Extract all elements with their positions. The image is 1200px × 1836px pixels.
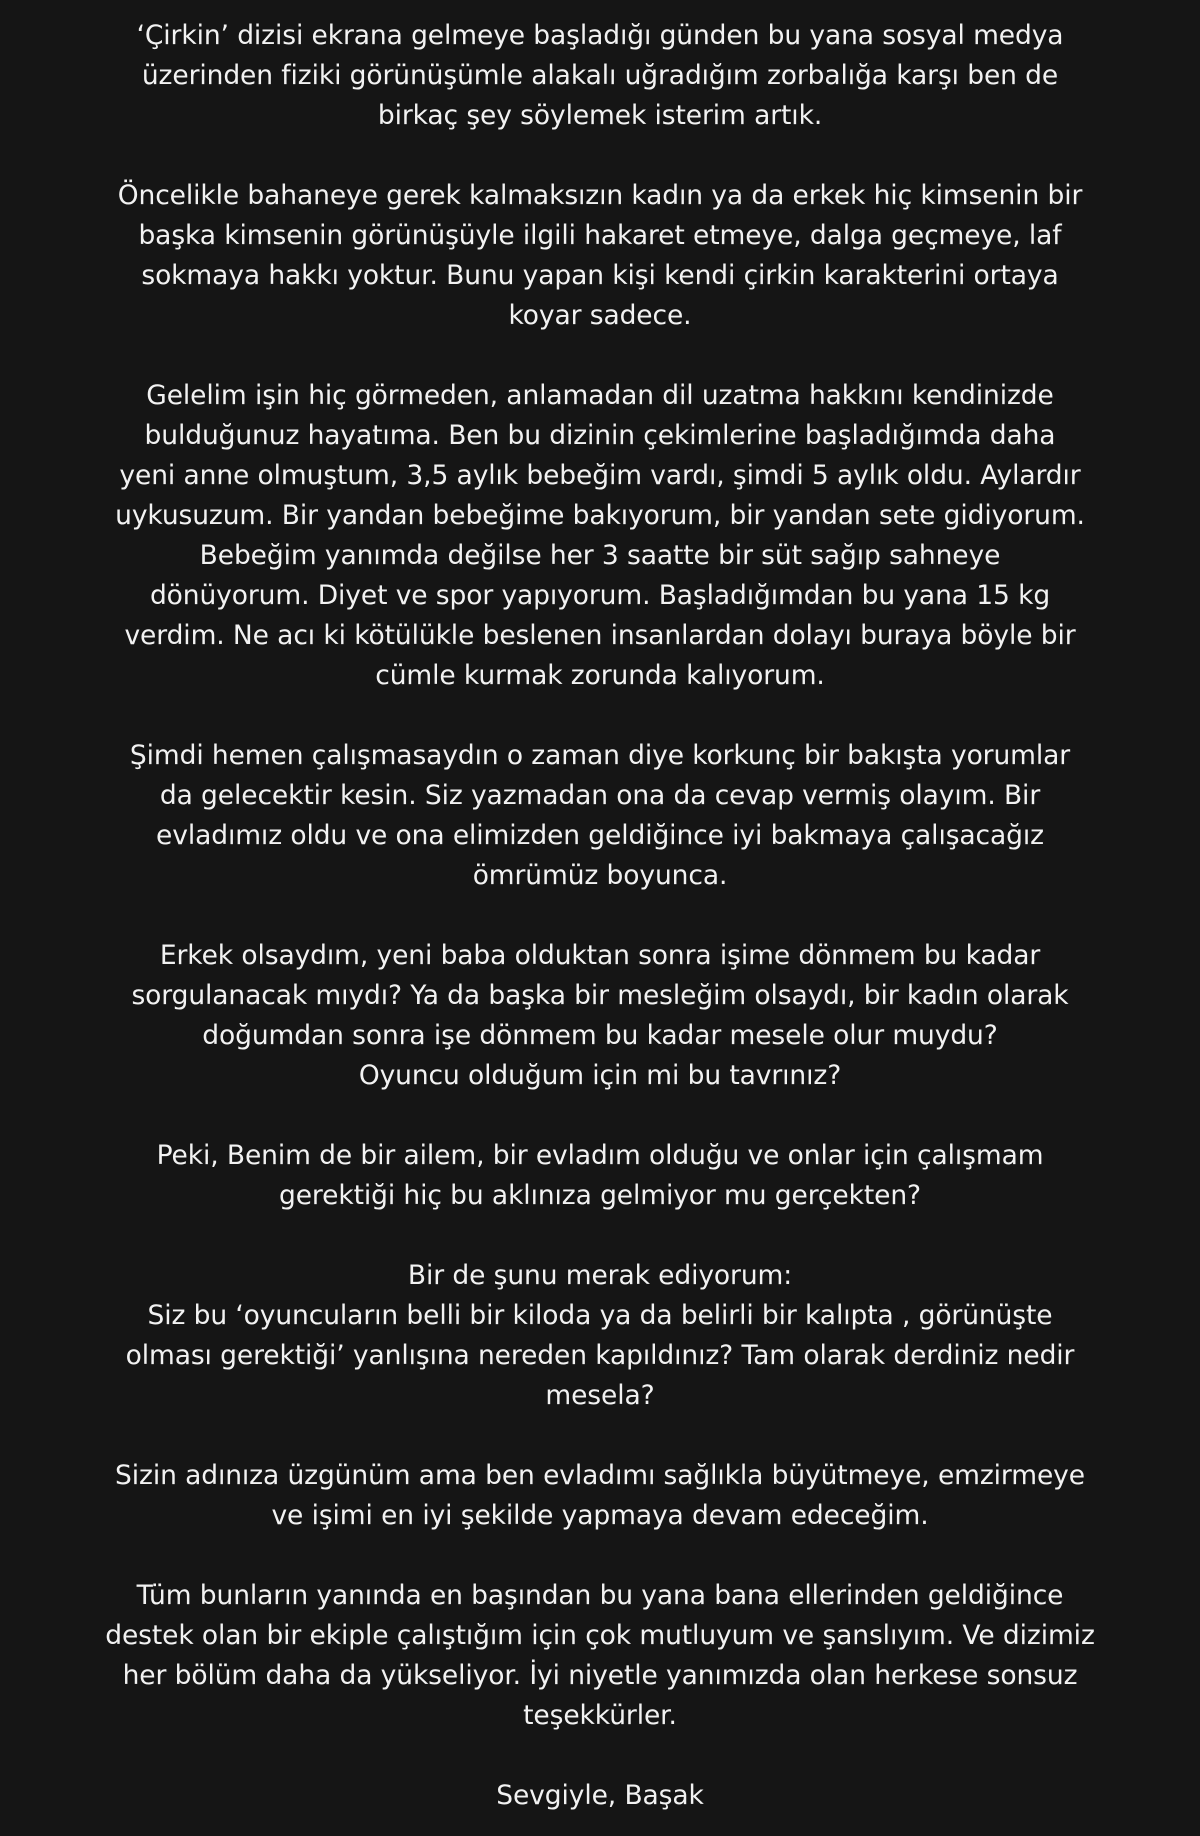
paragraph-spacer xyxy=(44,1216,1156,1256)
text-line: Şimdi hemen çalışmasaydın o zaman diye korkunç bir bakışta yorumlar xyxy=(129,740,1071,771)
paragraph-spacer xyxy=(44,1416,1156,1456)
text-line: da gelecektir kesin. Siz yazmadan ona da cevap vermiş olayım. Bir xyxy=(159,780,1041,811)
text-line: birkaç şey söylemek isterim artık. xyxy=(377,100,823,131)
text-line: doğumdan sonra işe dönmem bu kadar mesele olur muydu? xyxy=(202,1020,998,1051)
paragraph-intro xyxy=(44,16,1156,136)
paragraph-bullying xyxy=(44,176,1156,336)
text-line: Peki, Benim de bir ailem, bir evladım olduğu ve onlar için çalışmam xyxy=(156,1140,1044,1171)
paragraph-family xyxy=(44,1136,1156,1216)
signature-text: Sevgiyle, Başak xyxy=(496,1780,704,1811)
text-line: koyar sadece. xyxy=(508,300,692,331)
text-line: olması gerektiği’ yanlışına nereden kapıldınız? Tam olarak derdiniz nedir xyxy=(125,1340,1075,1371)
text-line: yeni anne olmuştum, 3,5 aylık bebeğim vardı, şimdi 5 aylık oldu. Aylardır xyxy=(119,460,1081,491)
text-line: evladımız oldu ve ona elimizden geldiğince iyi bakmaya çalışacağız xyxy=(156,820,1044,851)
text-line: verdim. Ne acı ki kötülükle beslenen insanlardan dolayı buraya böyle bir xyxy=(124,620,1076,651)
text-line: bulduğunuz hayatıma. Ben bu dizinin çekimlerine başladığımda daha xyxy=(144,420,1056,451)
text-line: gerektiği hiç bu aklınıza gelmiyor mu gerçekten? xyxy=(278,1180,921,1211)
paragraph-thanks xyxy=(44,1576,1156,1736)
signature xyxy=(44,1776,1156,1816)
text-line: teşekkürler. xyxy=(523,1700,677,1731)
text-line: sorgulanacak mıydı? Ya da başka bir mesleğim olsaydı, bir kadın olarak xyxy=(131,980,1069,1011)
text-line: Siz bu ‘oyuncuların belli bir kiloda ya da belirli bir kalıpta , görünüşte xyxy=(147,1300,1053,1331)
paragraph-spacer xyxy=(44,336,1156,376)
paragraph-resolve xyxy=(44,1456,1156,1536)
paragraph-life xyxy=(44,376,1156,696)
paragraph-spacer xyxy=(44,1736,1156,1776)
text-line: ve işimi en iyi şekilde yapmaya devam edeceğim. xyxy=(271,1500,929,1531)
text-line: her bölüm daha da yükseliyor. İyi niyetle yanımızda olan herkese sonsuz xyxy=(122,1660,1078,1691)
text-line: Tüm bunların yanında en başından bu yana bana ellerinden geldiğince xyxy=(136,1580,1064,1611)
text-line: ‘Çirkin’ dizisi ekrana gelmeye başladığı günden bu yana sosyal medya xyxy=(136,20,1064,51)
paragraph-spacer xyxy=(44,1096,1156,1136)
text-line: başka kimsenin görünüşüyle ilgili hakaret etmeye, dalga geçmeye, laf xyxy=(138,220,1062,251)
text-line: dönüyorum. Diyet ve spor yapıyorum. Başladığımdan bu yana 15 kg xyxy=(149,580,1051,611)
text-line: Sizin adınıza üzgünüm ama ben evladımı sağlıkla büyütmeye, emzirmeye xyxy=(115,1460,1085,1491)
text-line: cümle kurmak zorunda kalıyorum. xyxy=(375,660,825,691)
text-line: Bir de şunu merak ediyorum: xyxy=(407,1260,793,1291)
text-line: ömrümüz boyunca. xyxy=(472,860,728,891)
text-line: Gelelim işin hiç görmeden, anlamadan dil uzatma hakkını kendinizde xyxy=(146,380,1054,411)
paragraph-spacer xyxy=(44,136,1156,176)
text-line: Oyuncu olduğum için mi bu tavrınız? xyxy=(358,1060,842,1091)
paragraph-spacer xyxy=(44,896,1156,936)
paragraph-questions xyxy=(44,936,1156,1096)
text-line: sokmaya hakkı yoktur. Bunu yapan kişi kendi çirkin karakterini ortaya xyxy=(141,260,1059,291)
text-line: mesela? xyxy=(545,1380,655,1411)
text-line: Erkek olsaydım, yeni baba olduktan sonra işime dönmem bu kadar xyxy=(159,940,1041,971)
text-line: destek olan bir ekiple çalıştığım için çok mutluyum ve şanslıyım. Ve dizimiz xyxy=(105,1620,1095,1651)
text-line: üzerinden fiziki görünüşümle alakalı uğradığım zorbalığa karşı ben de xyxy=(141,60,1059,91)
text-line: uykusuzum. Bir yandan bebeğime bakıyorum, bir yandan sete gidiyorum. xyxy=(115,500,1085,531)
text-line: Bebeğim yanımda değilse her 3 saatte bir süt sağıp sahneye xyxy=(199,540,1001,571)
paragraph-spacer xyxy=(44,1536,1156,1576)
text-line: Öncelikle bahaneye gerek kalmaksızın kadın ya da erkek hiç kimsenin bir xyxy=(117,180,1083,211)
paragraph-spacer xyxy=(44,696,1156,736)
paragraph-comments xyxy=(44,736,1156,896)
paragraph-curious xyxy=(44,1256,1156,1416)
